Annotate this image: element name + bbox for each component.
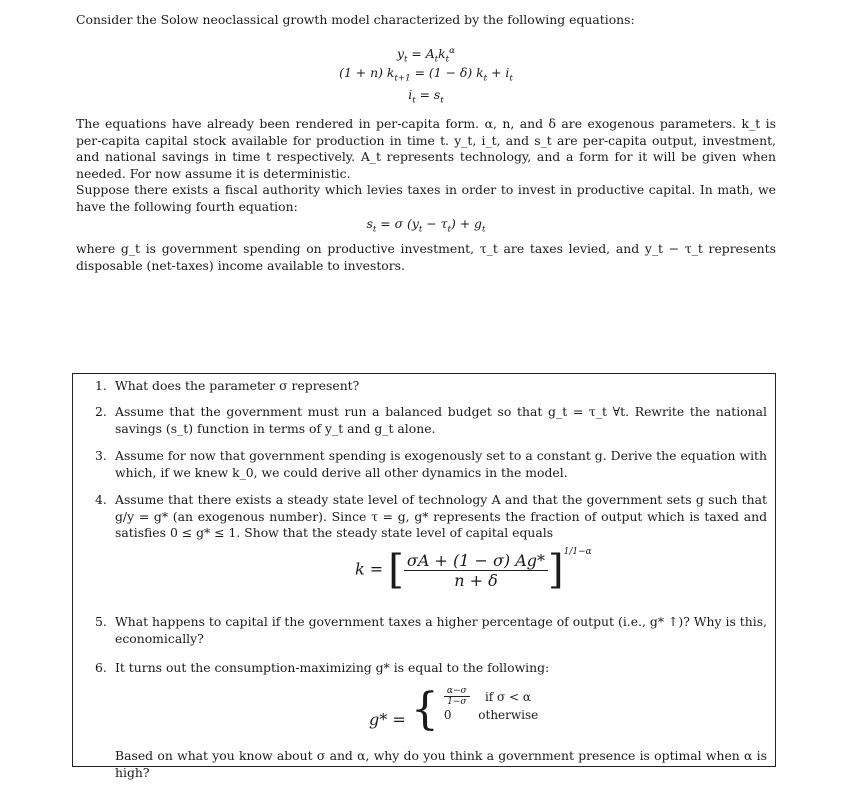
optimal-g-formula: g* = { $\frac{\alpha-\sigma}{1-\sigma}$ if σ < α 0 otherwise (369, 684, 539, 735)
equation-output: $y_t = A_tk_t^\alpha$ (396, 46, 456, 65)
equation-capital: (1 + n) $k_{t+1} = (1 - \delta) k_t + i_t$ (339, 65, 513, 84)
intro-text: Consider the Solow neoclassical growth model characterized by the following equations: (76, 12, 635, 27)
question-6: 6. It turns out the consumption-maximizing g* is equal to the following: (95, 660, 550, 675)
paragraph-2: Suppose there exists a fiscal authority which levies taxes in order to invest in productive capital. In math, we have the following fourth equation: (76, 182, 776, 214)
question-5: 5. What happens to capital if the government taxes a higher percentage of output (i.e., g* ↑)? Why is this, economically? (95, 614, 767, 646)
paragraph-3: where g_t is government spending on productive investment, τ_t are taxes levied, and y_t − τ_t represents disposable (net-taxes) income available to investors. (76, 241, 776, 273)
question-1: 1. What does the parameter σ represent? (95, 378, 360, 393)
equation-savings: $s_t = \sigma$ $(y_t - \tau_t) + g_t$ (366, 216, 486, 235)
question-4: 4. Assume that there exists a steady state level of technology A and that the government sets g such that g/y = g* (an exogenous number). Since τ = g, g* represents the fraction of output which is taxed and satisfies 0 ≤ g* ≤ 1. Show that the steady state level of capital equals (95, 492, 767, 540)
questions-box (72, 373, 776, 780)
question-2: 2. Assume that the government must run a balanced budget so that g_t = τ_t ∀t. Rewrite the national savings (s_t) function in terms of y_t and g_t alone. (95, 404, 767, 436)
final-question: Based on what you know about σ and α, why do you think a government presence is optimal when α is high? (115, 748, 767, 780)
steady-state-capital-formula: k = [ $\frac{\sigma A + (1 - \sigma) Ag*}{n + \delta}$ ]$^{1/1-\alpha}$ (355, 547, 592, 593)
question-3: 3. Assume for now that government spending is exogenously set to a constant g. Derive the equation with which, if we knew k_0, we could derive all other dynamics in the model. (95, 448, 767, 480)
model-equations (76, 40, 776, 106)
paragraph-1: The equations have already been rendered in per-capita form. α, n, and δ are exogenous parameters. k_t is per-capita capital stock available for production in time t. y_t, i_t, and s_t are per-capita output, investment, and national savings in time t respectively. A_t represents technology, and a form for it will be given when needed. For now assume it is deterministic. (76, 116, 776, 181)
equation-investment: $i_t = s_t$ (408, 87, 444, 106)
